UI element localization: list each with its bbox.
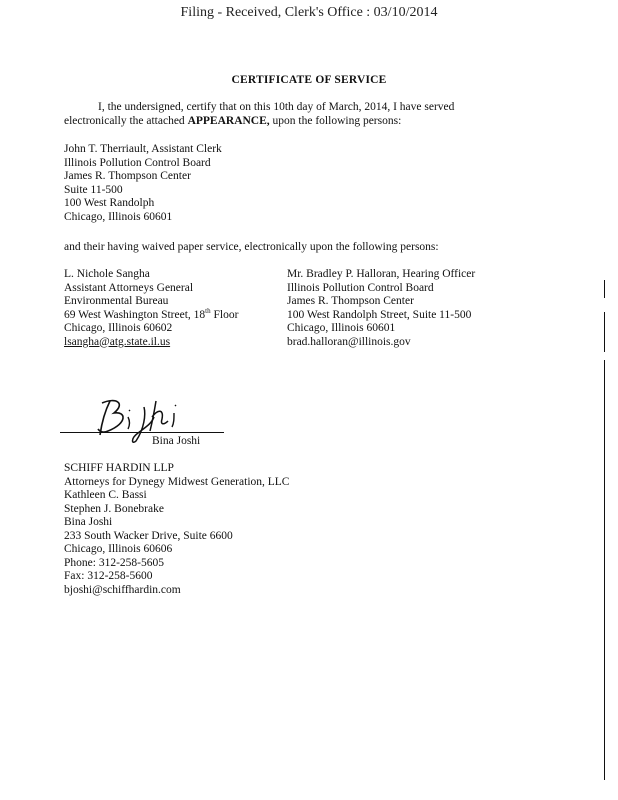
firm-line: Chicago, Illinois 60606 (64, 543, 173, 555)
recipient-line: Mr. Bradley P. Halloran, Hearing Officer (287, 268, 476, 280)
ordinal-suffix: th (205, 306, 211, 315)
firm-line: Kathleen C. Bassi (64, 489, 147, 501)
signer-name: Bina Joshi (152, 435, 201, 447)
recipient-email: brad.halloran@illinois.gov (287, 335, 411, 348)
service-statement-text-2: upon the following persons: (269, 115, 402, 127)
scan-edge-mark (604, 280, 605, 298)
recipient-line: Assistant Attorneys General (64, 281, 194, 294)
recipient-line: James R. Thompson Center (64, 170, 191, 182)
recipient-line: 100 West Randolph (64, 197, 155, 209)
recipient-line: Illinois Pollution Control Board (64, 156, 211, 169)
recipient-line: Suite 11-500 (64, 183, 123, 196)
street-tail: Floor (210, 308, 239, 321)
certificate-title: CERTIFICATE OF SERVICE (231, 74, 387, 86)
firm-email: bjoshi@schiffhardin.com (64, 583, 181, 596)
firm-line: Fax: 312-258-5600 (64, 570, 153, 582)
firm-line: 233 South Wacker Drive, Suite 6600 (64, 529, 233, 542)
recipient-line: Chicago, Illinois 60601 (64, 210, 173, 223)
firm-signature-block (64, 462, 289, 597)
firm-line: Stephen J. Bonebrake (64, 502, 164, 515)
service-statement-text-1: I, the undersigned, certify that on this 10th day of March, 2014, I have served electronically the attached (64, 101, 455, 127)
recipient-line: Environmental Bureau (64, 295, 169, 307)
service-statement (64, 100, 504, 128)
firm-line: Phone: 312-258-5605 (64, 556, 164, 569)
recipient-line: Chicago, Illinois 60601 (287, 322, 396, 334)
document-name: APPEARANCE, (187, 115, 270, 127)
firm-line: Bina Joshi (64, 516, 113, 528)
recipient-line: John T. Therriault, Assistant Clerk (64, 143, 222, 155)
firm-line: SCHIFF HARDIN LLP (64, 462, 174, 474)
recipient-line: 100 West Randolph Street, Suite 11-500 (287, 308, 472, 321)
firm-line: Attorneys for Dynegy Midwest Generation, LLC (64, 475, 290, 488)
email-link-sangha[interactable]: lsangha@atg.state.il.us (64, 335, 171, 348)
recipient-line: James R. Thompson Center (287, 295, 414, 307)
primary-recipient-block (64, 143, 222, 224)
signature-line (60, 432, 224, 433)
recipient-street (64, 306, 239, 323)
left-recipient-block (64, 268, 238, 349)
waived-service-text: and their having waived paper service, electronically upon the following persons: (64, 241, 439, 253)
right-recipient-block (287, 268, 475, 349)
scan-edge-mark (604, 312, 605, 352)
recipient-line: Illinois Pollution Control Board (287, 281, 434, 294)
street-text: 69 West Washington Street, 18 (64, 308, 206, 321)
recipient-line: L. Nichole Sangha (64, 268, 150, 280)
scan-edge-mark (604, 360, 605, 780)
recipient-city: Chicago, Illinois 60602 (64, 322, 173, 334)
filing-stamp-header: Filing - Received, Clerk's Office : 03/10/2014 (180, 5, 438, 20)
